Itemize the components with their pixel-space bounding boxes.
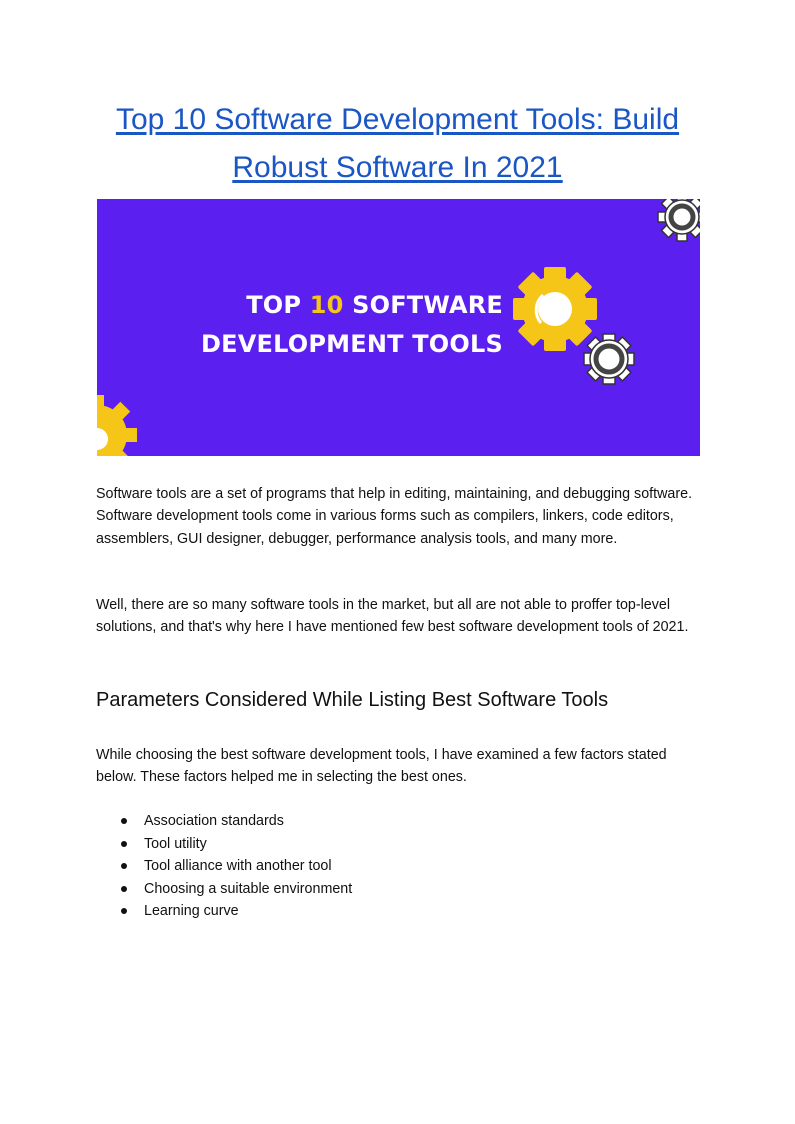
- bullet-icon: [121, 908, 127, 914]
- gear-icon: [513, 267, 597, 351]
- hero-banner: [97, 199, 700, 456]
- list-item: Tool alliance with another tool: [96, 855, 352, 878]
- list-item: Tool utility: [96, 833, 352, 856]
- bullet-icon: [121, 818, 127, 824]
- bullet-icon: [121, 863, 127, 869]
- intro-paragraph: Software tools are a set of programs that help in editing, maintaining, and debugging software. Software development tools come in various forms such as compilers, linkers, code editors, assemblers, GUI designer, debugger, performance analysis tools, and many more.: [96, 486, 693, 547]
- criteria-list: [96, 810, 352, 923]
- bullet-icon: [121, 841, 127, 847]
- page-title: [70, 96, 725, 192]
- hero-headline-line2: DEVELOPMENT TOOLS: [201, 330, 503, 358]
- gear-icon: [658, 199, 700, 241]
- hero-number: 10: [309, 291, 344, 319]
- list-item: Association standards: [96, 810, 352, 833]
- title-link[interactable]: Top 10 Software Development Tools: Build Robust Software In 2021: [115, 103, 680, 184]
- hero-headline-line1: TOP 10 SOFTWARE: [246, 291, 503, 319]
- section-heading: Parameters Considered While Listing Best Software Tools: [96, 689, 609, 711]
- gear-icon: [584, 334, 634, 384]
- criteria-intro-paragraph: While choosing the best software development tools, I have examined a few factors stated below. These factors helped me in selecting the best ones.: [96, 747, 667, 786]
- bullet-icon: [121, 886, 127, 892]
- gear-icon: [97, 395, 137, 456]
- list-item: Choosing a suitable environment: [96, 878, 352, 901]
- list-item: Learning curve: [96, 900, 352, 923]
- gears-illustration: [97, 199, 700, 456]
- second-paragraph: Well, there are so many software tools in the market, but all are not able to proffer top-level solutions, and that's why here I have mentioned few best software development tools of 2021.: [96, 597, 689, 636]
